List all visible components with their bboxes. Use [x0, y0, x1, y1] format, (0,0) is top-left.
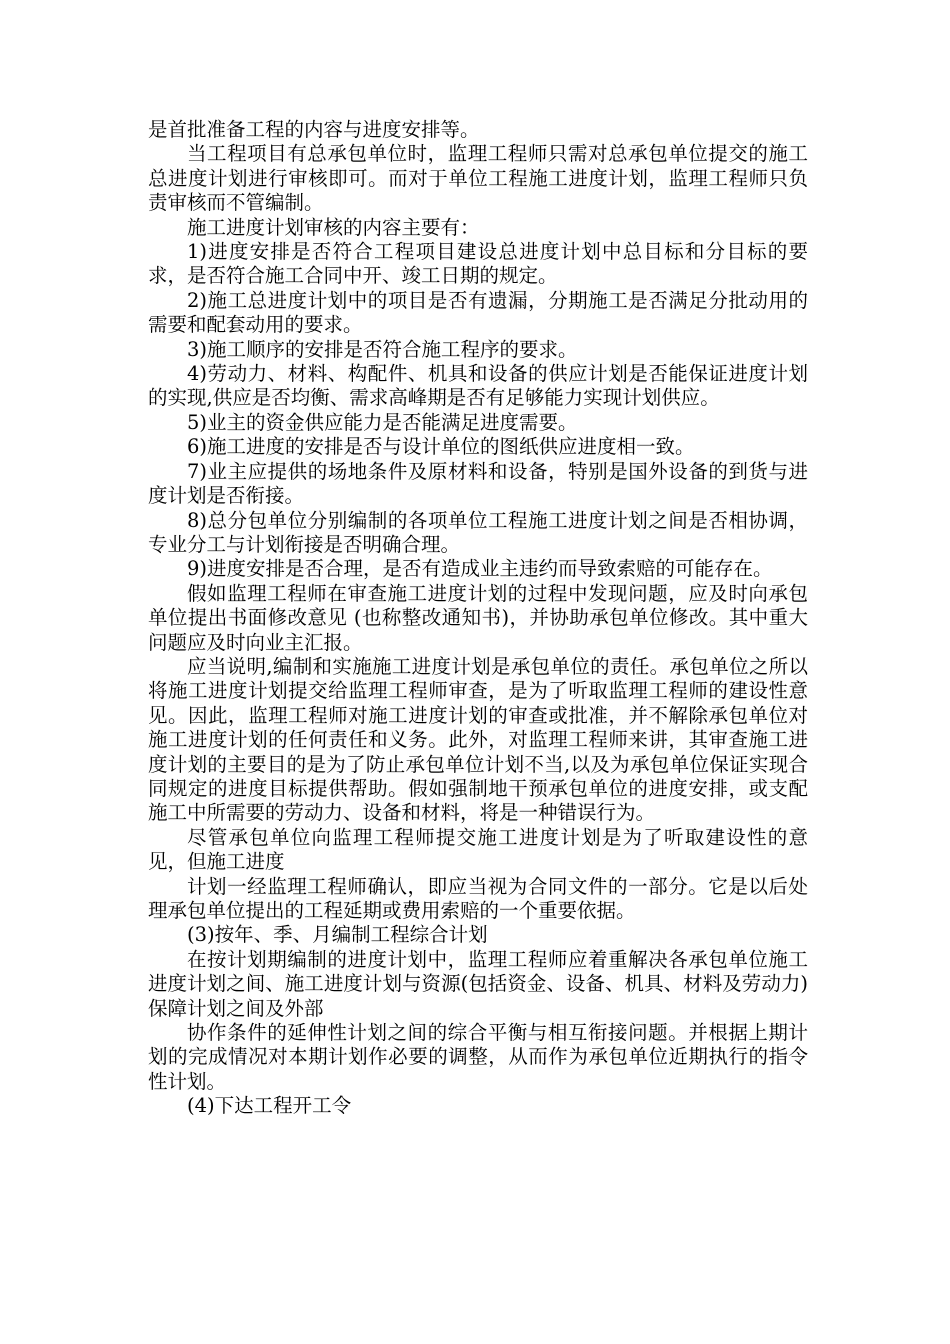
list-item: 8)总分包单位分别编制的各项单位工程施工进度计划之间是否相协调，专业分工与计划衔接是否明确合理。	[148, 508, 808, 556]
paragraph: 是首批准备工程的内容与进度安排等。	[148, 118, 480, 141]
paragraph: 假如监理工程师在审查施工进度计划的过程中发现问题，应及时向承包单位提出书面修改意见 (也称整改通知书)，并协助承包单位修改。其中重大问题应及时向业主汇报。	[148, 581, 808, 654]
list-item: 7)业主应提供的场地条件及原材料和设备，特别是国外设备的到货与进度计划是否衔接。	[148, 459, 808, 508]
list-item: 5)业主的资金供应能力是否能满足进度需要。	[187, 410, 578, 434]
list-item: 9)进度安排是否合理，是否有造成业主违约而导致索赔的可能存在。	[187, 557, 773, 581]
list-item: 4)劳动力、材料、构配件、机具和设备的供应计划是否能保证进度计划的实现,供应是否均衡、需求高峰期是否有足够能力实现计划供应。	[148, 362, 808, 410]
section-heading: (3)按年、季、月编制工程综合计划	[187, 923, 488, 947]
paragraph: 尽管承包单位向监理工程师提交施工进度计划是为了听取建设性的意见，但施工进度	[148, 825, 808, 874]
paragraph: 计划一经监理工程师确认，即应当视为合同文件的一部分。它是以后处理承包单位提出的工程延期或费用索赔的一个重要依据。	[148, 874, 808, 922]
paragraph: 当工程项目有总承包单位时，监理工程师只需对总承包单位提交的施工总进度计划进行审核即可。而对于单位工程施工进度计划，监理工程师只负责审核而不管编制。	[148, 142, 808, 215]
list-item: 2)施工总进度计划中的项目是否有遗漏，分期施工是否满足分批动用的需要和配套动用的要求。	[148, 288, 808, 337]
section-heading: (4)下达工程开工令	[187, 1094, 352, 1118]
paragraph: 协作条件的延伸性计划之间的综合平衡与相互衔接问题。并根据上期计划的完成情况对本期计划作必要的调整，从而作为承包单位近期执行的指令性计划。	[148, 1021, 808, 1093]
paragraph: 在按计划期编制的进度计划中，监理工程师应着重解决各承包单位施工进度计划之间、施工进度计划与资源(包括资金、设备、机具、材料及劳动力)保障计划之间及外部	[148, 947, 808, 1020]
document-body	[148, 118, 808, 1119]
list-item: 3)施工顺序的安排是否符合施工程序的要求。	[187, 337, 578, 361]
paragraph: 施工进度计划审核的内容主要有：	[187, 215, 480, 239]
list-item: 6)施工进度的安排是否与设计单位的图纸供应进度相一致。	[187, 435, 695, 459]
paragraph: 应当说明,编制和实施施工进度计划是承包单位的责任。承包单位之所以将施工进度计划提交给监理工程师审查，是为了听取监理工程师的建设性意见。因此，监理工程师对施工进度计划的审查或批准，并不解除承包单位对施工进度计划的任何责任和义务。此外，对监理工程师来讲，其审查施工进度计划的主要目的是为了防止承包单位计划不当,以及为承包单位保证实现合同规定的进度目标提供帮助。假如强制地干预承包单位的进度安排，或支配施工中所需要的劳动力、设备和材料，将是一种错误行为。	[148, 654, 808, 825]
list-item: 1)进度安排是否符合工程项目建设总进度计划中总目标和分目标的要求，是否符合施工合同中开、竣工日期的规定。	[148, 240, 808, 288]
